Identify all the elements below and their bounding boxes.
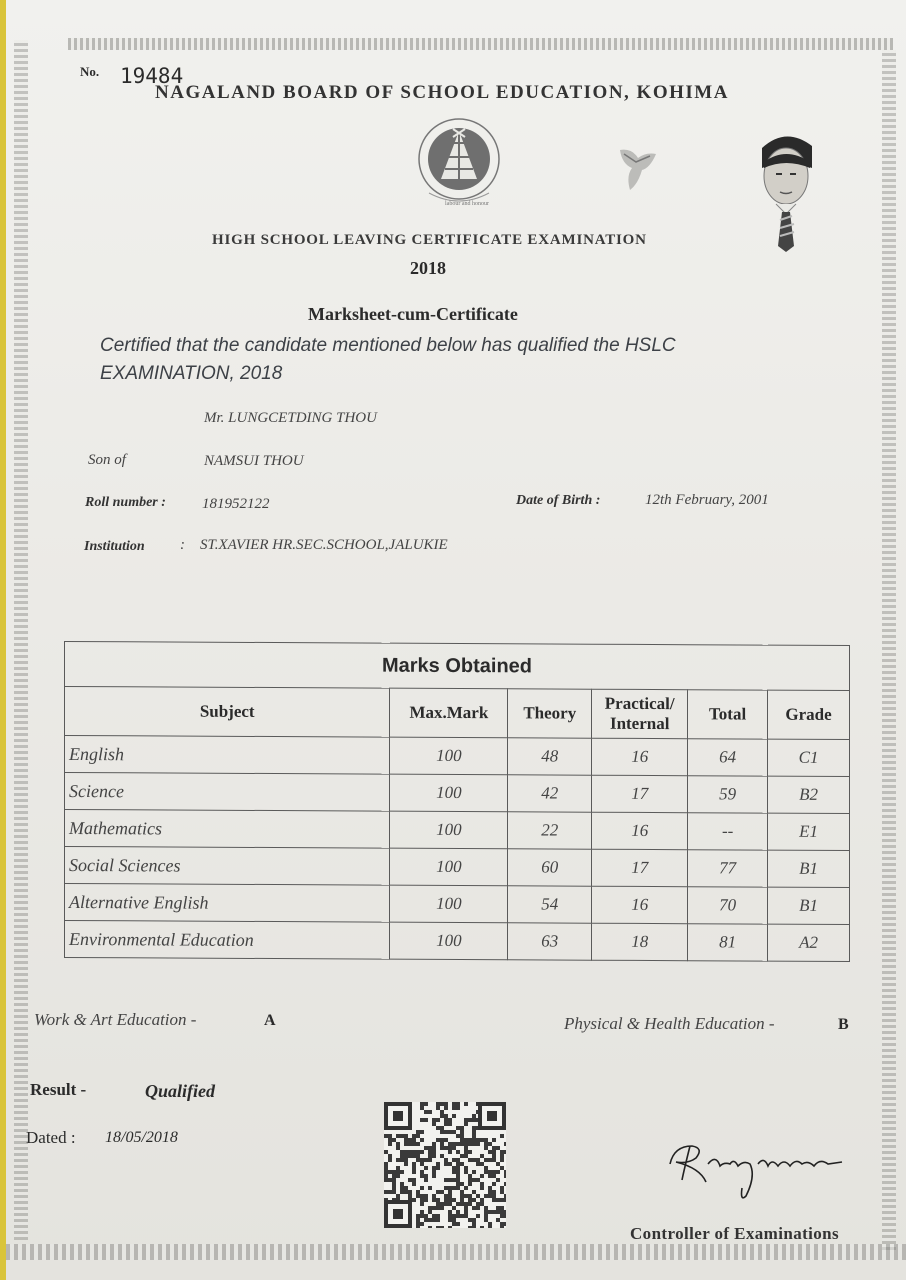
total-cell: 77 [688,850,768,887]
exam-year: 2018 [410,258,446,278]
father-name: NAMSUI THOU [204,453,304,469]
dob-label: Date of Birth : [516,493,601,508]
theory-cell: 60 [508,849,592,886]
subject-cell: Mathematics [65,809,390,848]
subject-cell: Science [65,772,390,811]
header-practical-internal: Practical/ Internal [592,689,688,739]
grade-cell: E1 [768,813,850,850]
grade-cell: B1 [768,887,850,924]
grade-cell: B2 [768,776,850,813]
practical-cell: 16 [592,738,688,776]
theory-cell: 42 [508,775,592,812]
subject-cell: Alternative English [65,883,390,922]
controller-of-examinations: Controller of Examinations [630,1224,840,1243]
certificate-number: 19484 [120,64,184,88]
certified-statement: Certified that the candidate mentioned below has qualified the HSLC EXAMINATION, 2018 [100,335,676,384]
exam-title: HIGH SCHOOL LEAVING CERTIFICATE EXAMINATION [212,232,647,248]
border-left [14,40,28,1240]
table-row [65,772,850,813]
svg-text:labour and honour: labour and honour [445,201,489,207]
max-mark-cell: 100 [390,774,508,812]
practical-cell: 16 [592,886,688,924]
seal-mark-icon [612,124,668,196]
header-grade: Grade [768,690,850,739]
max-mark-cell: 100 [390,922,508,960]
institution-name: ST.XAVIER HR.SEC.SCHOOL,JALUKIE [200,537,448,553]
border-top [68,38,893,50]
total-cell: -- [688,813,768,850]
issue-date: 18/05/2018 [105,1129,178,1146]
practical-cell: 18 [592,923,688,961]
table-row [65,809,850,850]
grade-cell: A2 [768,924,850,961]
theory-cell: 22 [508,812,592,849]
max-mark-cell: 100 [390,885,508,923]
institution-label: Institution [84,539,145,554]
result-value: Qualified [145,1081,215,1101]
document-title: Marksheet-cum-Certificate [308,304,518,324]
grade-cell: C1 [768,739,850,776]
dated-label: Dated : [26,1128,76,1147]
work-art-education-grade: A [264,1012,276,1029]
border-right [882,50,896,1250]
subject-cell: English [65,735,390,774]
board-emblem-icon [413,113,505,213]
physical-health-education-label: Physical & Health Education - [564,1014,775,1033]
header-max-mark: Max.Mark [390,688,508,738]
max-mark-cell: 100 [390,811,508,849]
max-mark-cell: 100 [390,737,508,775]
subject-cell: Environmental Education [65,920,390,959]
table-row [65,883,850,924]
son-of-label: Son of [88,452,126,468]
date-of-birth: 12th February, 2001 [645,492,769,508]
total-cell: 59 [688,776,768,813]
work-art-education-label: Work & Art Education - [34,1010,197,1029]
candidate-name: Mr. LUNGCETDING THOU [204,410,377,426]
practical-cell: 16 [592,812,688,850]
controller-signature [660,1124,850,1204]
result-label: Result - [30,1080,87,1099]
theory-cell: 63 [508,923,592,960]
marks-table [64,641,850,962]
table-row [65,735,850,776]
total-cell: 81 [688,924,768,961]
grade-cell: B1 [768,850,850,887]
total-cell: 64 [688,739,768,776]
certificate-number-label: No. [80,64,100,79]
max-mark-cell: 100 [390,848,508,886]
roll-number: 181952122 [202,496,270,512]
theory-cell: 54 [508,886,592,923]
header-subject: Subject [65,686,390,737]
institution-colon: : [180,537,185,553]
qr-code-icon [384,1102,506,1228]
subject-cell: Social Sciences [65,846,390,885]
board-name: NAGALAND BOARD OF SCHOOL EDUCATION, KOHIMA [155,82,729,103]
total-cell: 70 [688,887,768,924]
candidate-photo [750,128,822,252]
theory-cell: 48 [508,738,592,775]
table-row [65,920,850,961]
header-theory: Theory [508,689,592,738]
table-row [65,846,850,887]
roll-number-label: Roll number : [85,495,166,510]
physical-health-education-grade: B [838,1016,849,1033]
practical-cell: 17 [592,849,688,887]
marks-table-title: Marks Obtained [65,641,850,690]
border-bottom [6,1244,906,1260]
practical-cell: 17 [592,775,688,813]
header-total: Total [688,690,768,739]
